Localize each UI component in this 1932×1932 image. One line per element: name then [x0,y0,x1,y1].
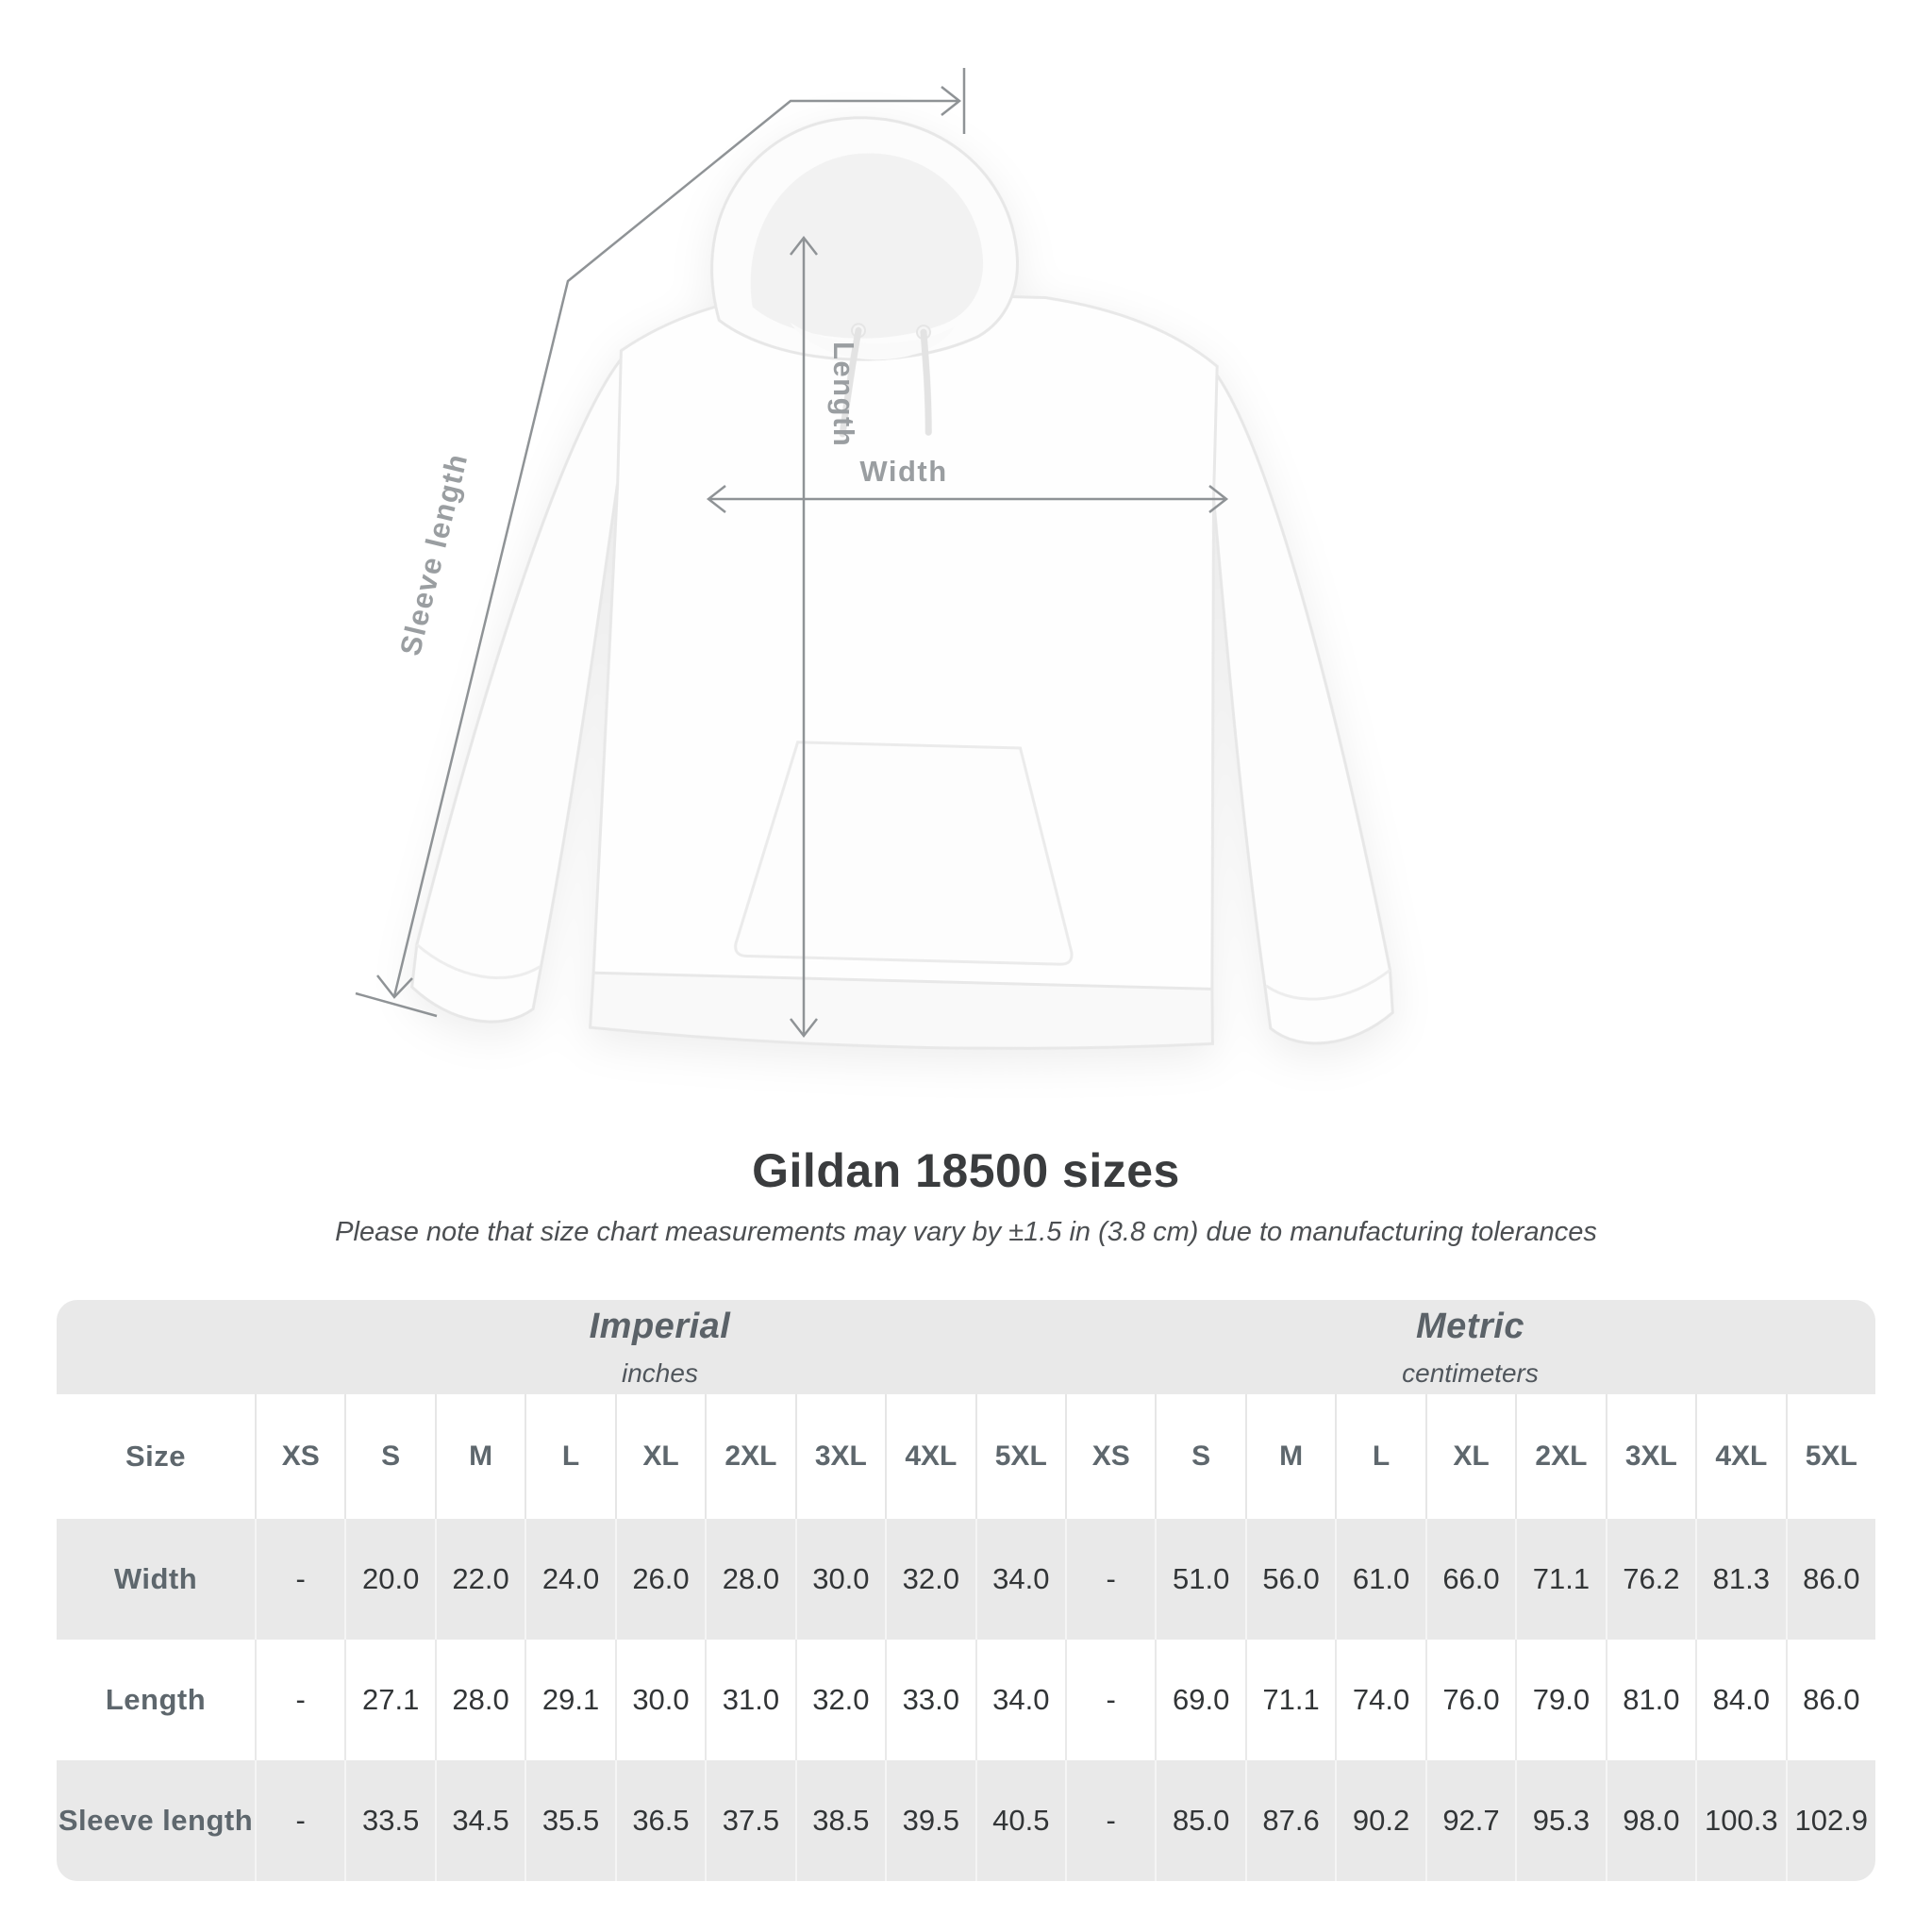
width-label: Width [859,455,948,488]
value-cell: 81.0 [1606,1640,1695,1760]
value-cell: 85.0 [1155,1760,1244,1881]
unit-band-spacer [57,1300,255,1394]
value-cell: 38.5 [795,1760,885,1881]
size-col-metric-l: L [1335,1394,1424,1519]
value-cell: 20.0 [344,1519,434,1640]
value-cell: 36.5 [615,1760,705,1881]
row-label: Width [113,1562,198,1595]
size-column-header: Size [125,1440,187,1473]
metric-unit: centimeters [1402,1357,1539,1388]
value-cell: 30.0 [795,1519,885,1640]
length-label: Length [827,341,860,448]
imperial-unit: inches [622,1357,698,1388]
value-cell: 87.6 [1245,1760,1335,1881]
value-cell: 100.3 [1695,1760,1785,1881]
value-cell: - [1065,1519,1155,1640]
value-cell: - [1065,1640,1155,1760]
row-label: Length [105,1683,207,1716]
size-col-imperial-xl: XL [615,1394,705,1519]
value-cell: 90.2 [1335,1760,1424,1881]
value-cell: 84.0 [1695,1640,1785,1760]
metric-group-header [1065,1300,1875,1394]
value-cell: 35.5 [525,1760,614,1881]
value-cell: 95.3 [1515,1760,1605,1881]
value-cell: 40.5 [975,1760,1065,1881]
value-cell: 71.1 [1245,1640,1335,1760]
metric-label: Metric [1416,1306,1524,1346]
title-block [0,1143,1932,1248]
imperial-label: Imperial [589,1306,731,1346]
value-cell: 29.1 [525,1640,614,1760]
table-row-sleeve-length [57,1760,1875,1881]
tolerance-note: Please note that size chart measurements may vary by ±1.5 in (3.8 cm) due to manufacturing tolerances [335,1217,1597,1247]
value-cell: 66.0 [1425,1519,1515,1640]
value-cell: 32.0 [885,1519,974,1640]
value-cell: 79.0 [1515,1640,1605,1760]
size-header-row [57,1394,1875,1519]
value-cell: 24.0 [525,1519,614,1640]
row-label: Sleeve length [58,1804,254,1837]
value-cell: 34.5 [435,1760,525,1881]
size-col-imperial-m: M [435,1394,525,1519]
value-cell: 37.5 [705,1760,794,1881]
hoodie-illustration [410,107,1415,1059]
size-col-imperial-s: S [344,1394,434,1519]
value-cell: 76.0 [1425,1640,1515,1760]
value-cell: 81.3 [1695,1519,1785,1640]
value-cell: 26.0 [615,1519,705,1640]
size-col-imperial-l: L [525,1394,614,1519]
size-col-imperial-5xl: 5XL [975,1394,1065,1519]
size-col-metric-s: S [1155,1394,1244,1519]
value-cell: 86.0 [1786,1640,1875,1760]
value-cell: 34.0 [975,1640,1065,1760]
value-cell: - [1065,1760,1155,1881]
size-table [57,1300,1875,1881]
value-cell: 34.0 [975,1519,1065,1640]
value-cell: 22.0 [435,1519,525,1640]
value-cell: - [255,1640,344,1760]
value-cell: 31.0 [705,1640,794,1760]
value-cell: 33.0 [885,1640,974,1760]
table-row-length [57,1640,1875,1760]
size-col-metric-xl: XL [1425,1394,1515,1519]
page-title: Gildan 18500 sizes [752,1144,1180,1197]
value-cell: 92.7 [1425,1760,1515,1881]
value-cell: 69.0 [1155,1640,1244,1760]
value-cell: 28.0 [705,1519,794,1640]
value-cell: 74.0 [1335,1640,1424,1760]
size-col-imperial-xs: XS [255,1394,344,1519]
value-cell: 30.0 [615,1640,705,1760]
table-row-width [57,1519,1875,1640]
size-col-metric-4xl: 4XL [1695,1394,1785,1519]
size-col-imperial-3xl: 3XL [795,1394,885,1519]
sleeve-length-label: Sleeve length [393,449,475,659]
value-cell: 76.2 [1606,1519,1695,1640]
value-cell: 71.1 [1515,1519,1605,1640]
value-cell: 56.0 [1245,1519,1335,1640]
size-col-metric-xs: XS [1065,1394,1155,1519]
value-cell: 32.0 [795,1640,885,1760]
value-cell: 61.0 [1335,1519,1424,1640]
value-cell: 86.0 [1786,1519,1875,1640]
size-col-metric-3xl: 3XL [1606,1394,1695,1519]
size-col-metric-m: M [1245,1394,1335,1519]
value-cell: - [255,1519,344,1640]
value-cell: 102.9 [1786,1760,1875,1881]
size-col-metric-2xl: 2XL [1515,1394,1605,1519]
size-col-metric-5xl: 5XL [1786,1394,1875,1519]
value-cell: 39.5 [885,1760,974,1881]
unit-band [57,1300,1875,1394]
value-cell: 98.0 [1606,1760,1695,1881]
value-cell: 33.5 [344,1760,434,1881]
size-col-imperial-2xl: 2XL [705,1394,794,1519]
value-cell: 27.1 [344,1640,434,1760]
value-cell: 51.0 [1155,1519,1244,1640]
value-cell: 28.0 [435,1640,525,1760]
size-col-imperial-4xl: 4XL [885,1394,974,1519]
imperial-group-header [255,1300,1065,1394]
value-cell: - [255,1760,344,1881]
